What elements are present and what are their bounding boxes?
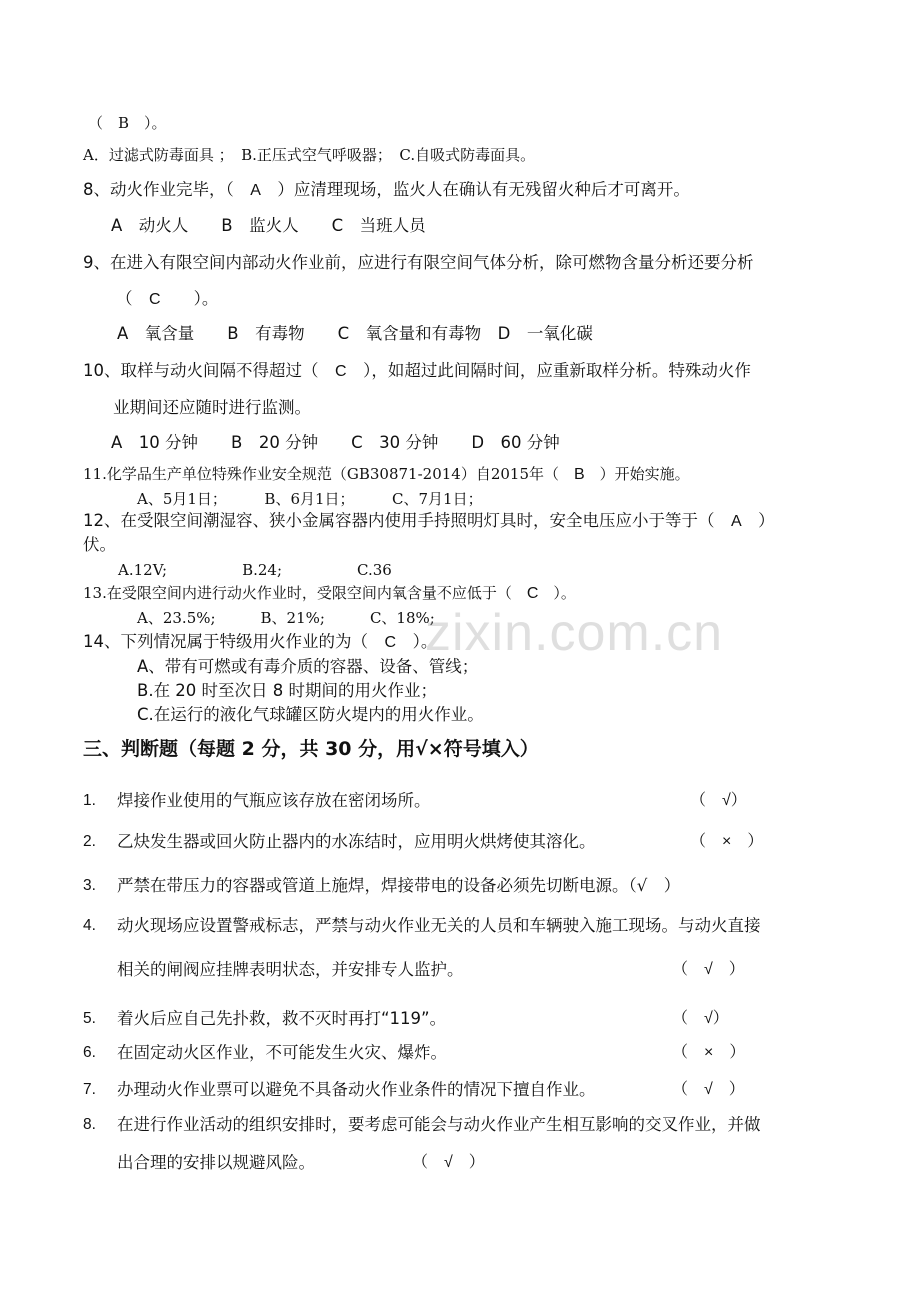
q14-answer: C [384,634,397,651]
q8-answer: A [250,182,261,199]
section-heading: 三、判断题（每题 2 分，共 30 分，用√×符号填入） [83,738,539,760]
q9-options: A 氧含量 B 有毒物 C 氧含量和有毒物 D 一氧化碳 [117,324,593,343]
judgment-mark: （ × ） [690,833,764,850]
q13-options: A、23.5%; B、21%; C、18%; [137,609,435,627]
q12-answer: A [731,513,742,530]
judgment-text: 在固定动火区作业，不可能发生火灾、爆炸。 [117,1043,447,1062]
judgment-mark: （ √） [672,1010,729,1027]
q8-options: A 动火人 B 监火人 C 当班人员 [111,216,426,235]
q10-question-line2: 业期间还应随时进行监测。 [113,398,311,417]
judgment-mark: （ √ ） [412,1154,485,1171]
q14-question: 14、下列情况属于特级用火作业的为（ C ）。 [83,632,438,651]
q7-answer-bracket: （ B ）。 [88,114,167,132]
judgment-text: 焊接作业使用的气瓶应该存放在密闭场所。 [117,791,431,810]
judgment-number: 8. [83,1116,96,1133]
judgment-number: 7. [83,1081,96,1098]
judgment-number: 1. [83,792,96,809]
q14-option-b: B.在 20 时至次日 8 时期间的用火作业； [137,681,438,700]
q9-question: 9、在进入有限空间内部动火作业前，应进行有限空间气体分析，除可燃物含量分析还要分析 [83,253,754,272]
q11-question: 11.化学品生产单位特殊作业安全规范（GB30871-2014）自2015年（ B ）开始实施。 [83,465,690,483]
q11-options: A、5月1日； B、6月1日； C、7月1日； [137,490,483,508]
judgment-number: 3. [83,877,96,894]
q13-question: 13.在受限空间内进行动火作业时，受限空间内氧含量不应低于（ C ）。 [83,584,576,602]
judgment-text-line2: 出合理的安排以规避风险。 [117,1153,315,1172]
q9-answer: C [149,291,161,308]
watermark: zixin.com.cn [425,604,724,662]
judgment-text: 办理动火作业票可以避免不具备动火作业条件的情况下擅自作业。 [117,1080,596,1099]
q12-question-line2: 伏。 [83,535,116,554]
q12-question: 12、在受限空间潮湿容、狭小金属容器内使用手持照明灯具时，安全电压应小于等于（ A ） [83,511,775,530]
judgment-number: 4. [83,917,96,934]
q10-options: A 10 分钟 B 20 分钟 C 30 分钟 D 60 分钟 [111,433,560,452]
q14-option-c: C.在运行的液化气球罐区防火堤内的用火作业。 [137,705,484,724]
judgment-text: 在进行作业活动的组织安排时，要考虑可能会与动火作业产生相互影响的交叉作业，并做 [117,1115,761,1134]
q14-option-a: A、带有可燃或有毒介质的容器、设备、管线； [137,657,479,676]
judgment-number: 2. [83,833,96,850]
judgment-text: 动火现场应设置警戒标志，严禁与动火作业无关的人员和车辆驶入施工现场。与动火直接 [117,916,761,935]
q7-options: A．过滤式防毒面具 ； B.正压式空气呼吸器； C.自吸式防毒面具。 [83,146,536,164]
judgment-text-line2: 相关的闸阀应挂牌表明状态，并安排专人监护。 [117,960,464,979]
judgment-number: 6. [83,1044,96,1061]
q13-answer: C [526,585,539,602]
judgment-text: 严禁在带压力的容器或管道上施焊，焊接带电的设备必须先切断电源。（√ ） [117,876,681,895]
q12-options: A.12V; B.24; C.36 [118,561,392,579]
judgment-text: 乙炔发生器或回火防止器内的水冻结时，应用明火烘烤使其溶化。 [117,832,596,851]
q8-question: 8、动火作业完毕，（ A ）应清理现场，监火人在确认有无残留火种后才可离开。 [83,180,690,199]
q10-question: 10、取样与动火间隔不得超过（ C ），如超过此间隔时间，应重新取样分析。特殊动火作 [83,361,751,380]
judgment-text: 着火后应自己先扑救，救不灭时再打“119”。 [117,1009,447,1028]
q10-answer: C [335,363,347,380]
q11-answer: B [574,466,585,483]
judgment-number: 5. [83,1010,96,1027]
judgment-mark: （ √ ） [672,1081,745,1098]
judgment-mark: （ × ） [672,1044,746,1061]
q9-answer-bracket: （ C ）。 [116,289,219,308]
judgment-mark: （ √ ） [672,961,745,978]
judgment-mark: （ √） [690,792,747,809]
